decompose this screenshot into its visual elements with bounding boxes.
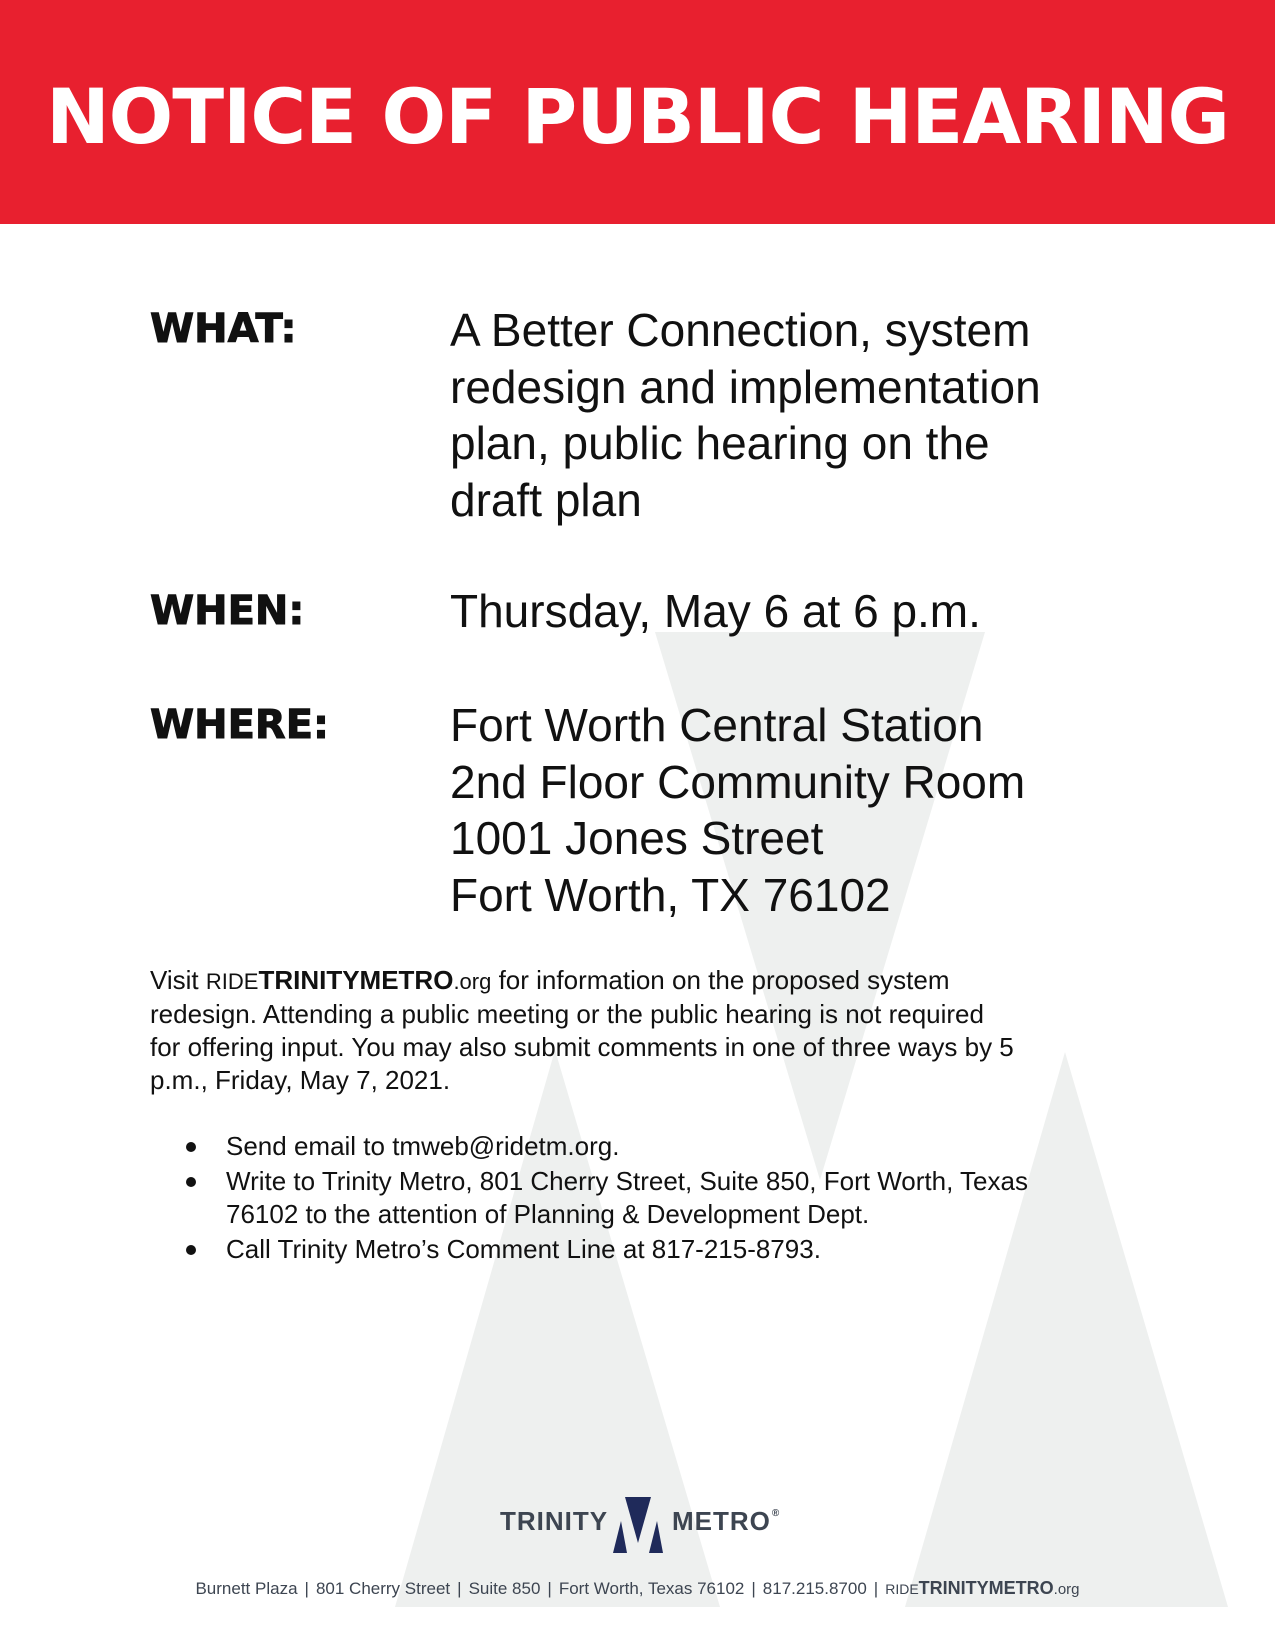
footer-link-ride[interactable]: RIDE	[885, 1581, 919, 1597]
footer-street: 801 Cherry Street	[315, 1579, 451, 1598]
intro-link-brand[interactable]: TRINITYMETRO	[258, 965, 454, 995]
method-email-text: Send email to tmweb@ridetm.org.	[226, 1131, 620, 1161]
what-label: WHAT:	[150, 306, 297, 352]
intro-link-ride[interactable]: RIDE	[205, 969, 259, 994]
what-line-1: A Better Connection, system	[450, 304, 1031, 356]
footer-suite: Suite 850	[468, 1579, 541, 1598]
intro-line-1	[150, 964, 1130, 998]
list-item	[186, 1233, 1146, 1266]
page-title: NOTICE OF PUBLIC HEARING	[46, 72, 1229, 161]
intro-link-org[interactable]: .org	[453, 969, 492, 994]
comment-methods-list	[186, 1130, 1146, 1268]
list-item	[186, 1130, 1146, 1163]
intro-line-2: redesign. Attending a public meeting or the public hearing is not required	[150, 999, 984, 1029]
what-value	[450, 302, 1041, 528]
footer-link-brand[interactable]: TRINITYMETRO	[918, 1578, 1054, 1598]
method-phone-text: Call Trinity Metro’s Comment Line at 817-215-8793.	[226, 1234, 821, 1264]
intro-line-3: for offering input. You may also submit comments in one of three ways by 5	[150, 1032, 1014, 1062]
trinity-metro-logo-mark-icon	[613, 1495, 663, 1555]
what-line-4: draft plan	[450, 473, 642, 526]
where-line-3: 1001 Jones Street	[450, 812, 824, 864]
footer-separator: |	[457, 1579, 462, 1598]
bullet-icon	[186, 1177, 196, 1187]
footer-separator: |	[873, 1579, 879, 1598]
footer-city: Fort Worth, Texas 76102	[558, 1579, 745, 1598]
footer-building: Burnett Plaza	[195, 1579, 298, 1598]
when-value	[450, 583, 981, 640]
method-mail-text-2: 76102 to the attention of Planning & Development Dept.	[226, 1199, 870, 1229]
intro-line-1-rest: for information on the proposed system	[491, 965, 950, 995]
when-line: Thursday, May 6 at 6 p.m.	[450, 585, 981, 637]
what-line-2: redesign and implementation	[450, 360, 1041, 413]
when-label: WHEN:	[150, 588, 305, 634]
footer-separator: |	[547, 1579, 552, 1598]
method-mail-text-1: Write to Trinity Metro, 801 Cherry Street, Suite 850, Fort Worth, Texas	[226, 1166, 1028, 1196]
intro-visit: Visit	[150, 965, 206, 995]
intro-paragraph	[150, 964, 1130, 1097]
what-line-3: plan, public hearing on the	[450, 417, 990, 469]
trinity-metro-logo	[500, 1495, 790, 1555]
registered-mark: ®	[771, 1508, 781, 1519]
where-label: WHERE:	[150, 702, 330, 748]
footer-separator: |	[304, 1579, 309, 1598]
bullet-icon	[186, 1245, 196, 1255]
where-line-4: Fort Worth, TX 76102	[450, 868, 891, 921]
footer-address	[0, 1578, 1275, 1599]
logo-word-metro	[672, 1506, 780, 1537]
footer-separator: |	[751, 1579, 756, 1598]
footer-phone: 817.215.8700	[762, 1579, 867, 1598]
where-line-2: 2nd Floor Community Room	[450, 755, 1026, 808]
bullet-icon	[186, 1142, 196, 1152]
where-value	[450, 697, 1025, 923]
list-item	[186, 1165, 1146, 1231]
where-line-1: Fort Worth Central Station	[450, 699, 984, 751]
footer-link-org[interactable]: .org	[1053, 1581, 1080, 1598]
intro-line-4: p.m., Friday, May 7, 2021.	[150, 1065, 451, 1095]
logo-word-trinity: TRINITY	[500, 1506, 609, 1536]
logo-word-metro-text: METRO	[672, 1506, 771, 1536]
